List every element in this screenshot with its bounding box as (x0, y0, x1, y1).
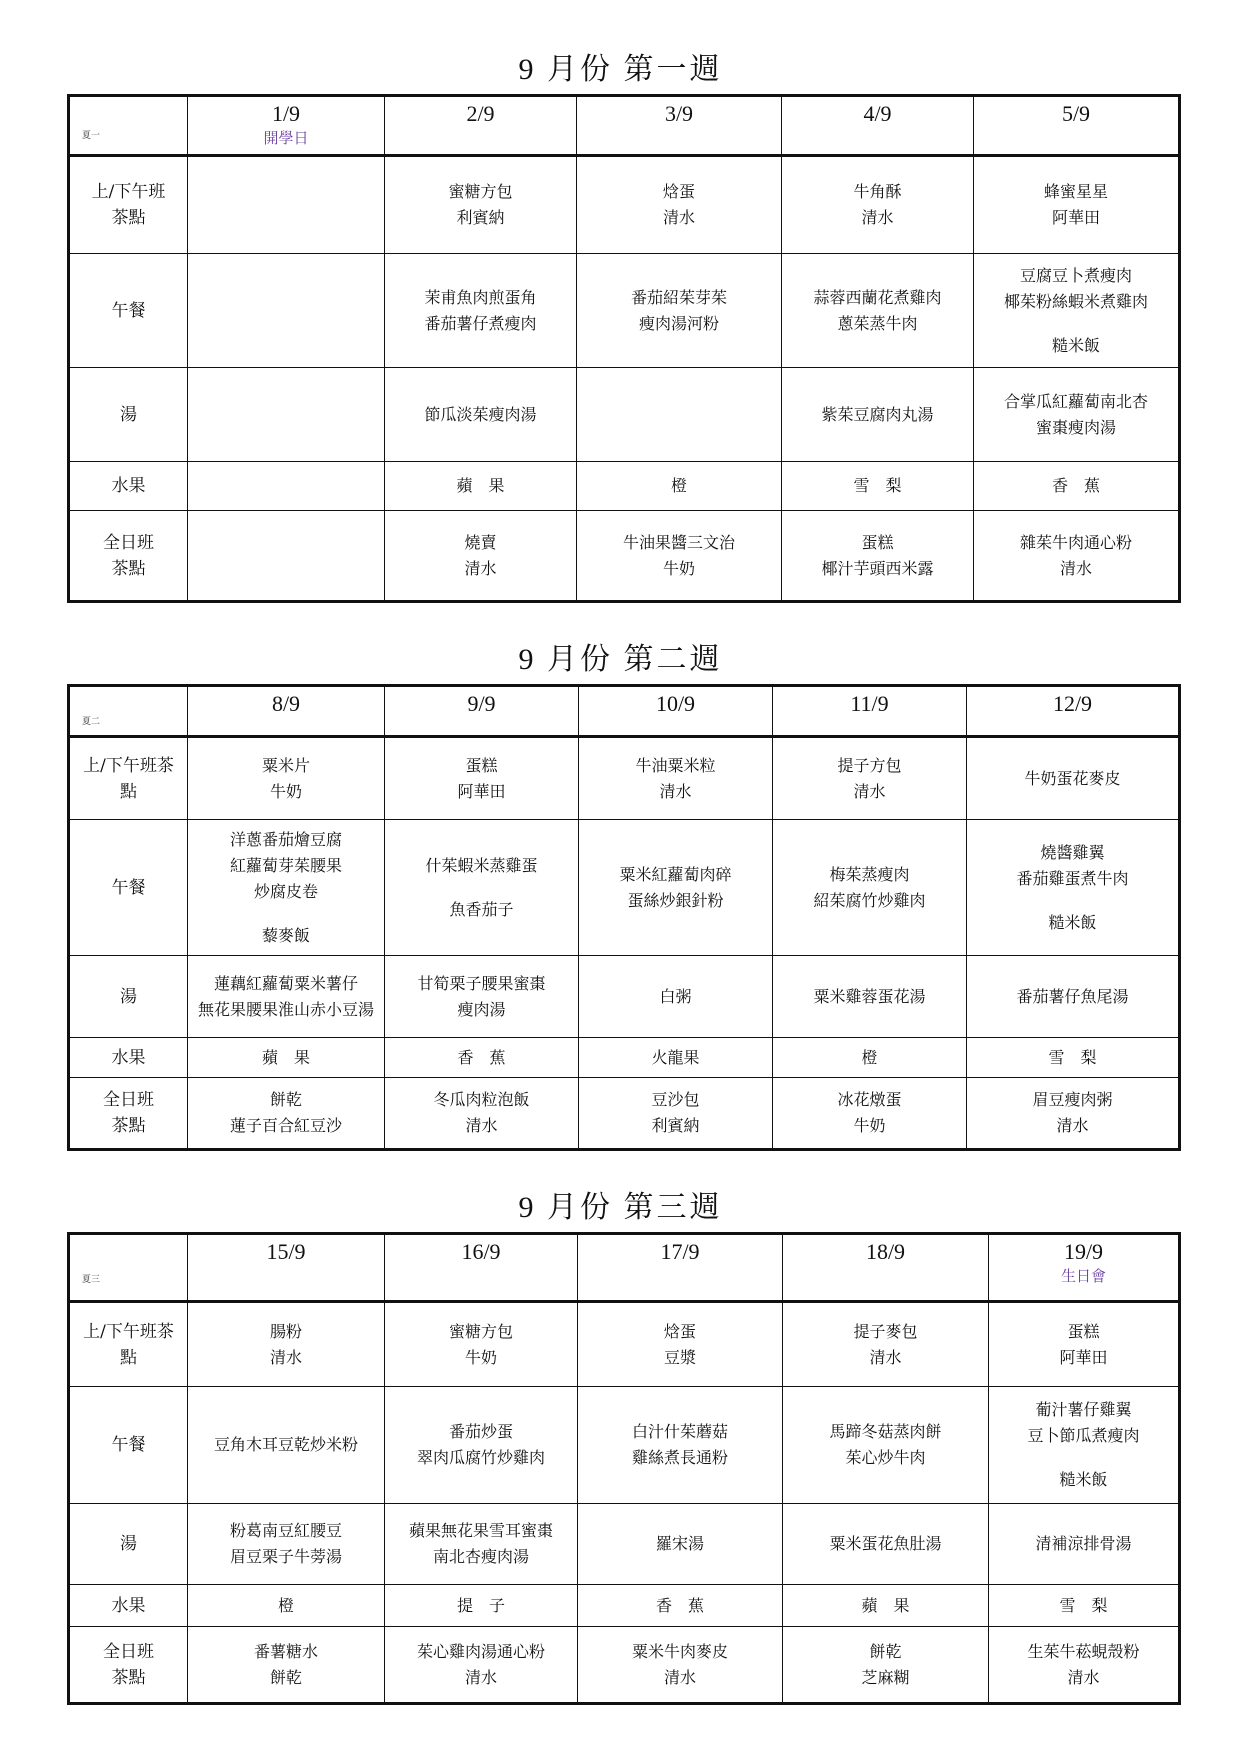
cell-text: 冰花燉蛋 (837, 1090, 902, 1109)
cell-text: 清水 (659, 781, 692, 801)
row-label (69, 511, 188, 602)
menu-cell (989, 1302, 1180, 1387)
date-cell: 15/9 (188, 1234, 385, 1302)
cell-text: 冬瓜肉粒泡飯 (433, 1090, 530, 1109)
cell-text: 芝麻糊 (861, 1667, 910, 1687)
cell-text: 清水 (269, 1347, 302, 1367)
soup-row (69, 956, 1180, 1038)
menu-cell (967, 956, 1180, 1038)
cell-text: 瘦肉湯 (457, 999, 506, 1019)
menu-cell (783, 1302, 989, 1387)
soup-row (69, 1504, 1180, 1585)
date-cell: 19/9 生日會 (989, 1234, 1180, 1302)
lunch-row (69, 254, 1180, 368)
menu-cell (967, 1038, 1180, 1078)
cell-text: 雪 梨 (853, 476, 902, 495)
cell-text: 湯 (120, 404, 137, 425)
week-code: 夏一 (69, 96, 188, 156)
cell-text: 清水 (861, 208, 894, 227)
cell-text: 豆沙包 (651, 1090, 700, 1109)
menu-cell (578, 1504, 783, 1585)
date-cell: 11/9 (773, 686, 967, 737)
cell-text: 午餐 (111, 1435, 146, 1455)
date-cell: 17/9 (578, 1234, 783, 1302)
menu-cell (773, 1078, 967, 1150)
menu-cell (989, 1387, 1180, 1504)
cell-text: 蘋 果 (861, 1595, 910, 1615)
cell-text: 糙米飯 (1048, 912, 1097, 932)
menu-cell (989, 1627, 1180, 1704)
menu-cell (188, 737, 385, 820)
menu-cell (385, 254, 577, 368)
cell-text: 香 蕉 (1051, 476, 1100, 495)
menu-cell (967, 737, 1180, 820)
menu-cell (783, 1627, 989, 1704)
menu-cell (385, 1627, 578, 1704)
cell-text: 蛋糕 (861, 532, 894, 552)
cell-text: 牛奶 (464, 1347, 497, 1367)
cell-text: 清水 (663, 1667, 696, 1687)
menu-cell (578, 1302, 783, 1387)
menu-cell (577, 462, 782, 511)
menu-cell (783, 1585, 989, 1627)
cell-text: 焓蛋 (663, 1321, 696, 1341)
cell-text: 甘筍栗子腰果蜜棗 (417, 973, 546, 993)
cell-text: 豆卜節瓜煮瘦肉 (1027, 1426, 1140, 1445)
menu-cell (385, 956, 579, 1038)
date-header-row (69, 96, 1180, 156)
half-day-snack-row (69, 156, 1180, 254)
cell-text: 蜜糖方包 (448, 1321, 513, 1341)
row-label (69, 1302, 188, 1387)
cell-text: 燒賣 (464, 532, 497, 552)
menu-cell (578, 1585, 783, 1627)
week-1-title: 9 月份 第一週 (518, 53, 723, 86)
cell-text: 清補涼排骨湯 (1035, 1534, 1132, 1553)
cell-text: 眉豆栗子牛蒡湯 (229, 1547, 342, 1566)
menu-cell (773, 956, 967, 1038)
cell-text: 雞絲煮長通粉 (631, 1448, 728, 1467)
date-header-row (69, 1234, 1180, 1302)
row-label (69, 1387, 188, 1504)
cell-text: 葡汁薯仔雞翼 (1035, 1400, 1132, 1419)
cell-text: 水果 (111, 1595, 146, 1616)
cell-text: 清水 (464, 1667, 497, 1687)
cell-text: 蛋糕 (465, 755, 498, 775)
cell-text: 清水 (464, 558, 497, 578)
week-code: 夏三 (69, 1234, 188, 1302)
menu-cell (773, 1038, 967, 1078)
cell-text: 香 蕉 (457, 1047, 506, 1067)
menu-cell (782, 156, 974, 254)
cell-text: 點 (120, 1347, 137, 1368)
cell-text: 香 蕉 (655, 1595, 704, 1615)
row-label (69, 1504, 188, 1585)
cell-text: 焓蛋 (662, 182, 695, 201)
cell-text: 湯 (120, 986, 137, 1007)
menu-cell (188, 956, 385, 1038)
cell-text: 粟米片 (261, 755, 310, 775)
soup-row (69, 368, 1180, 462)
date-cell: 10/9 (579, 686, 773, 737)
cell-text: 全日班 (103, 1641, 154, 1662)
fruit-row (69, 1038, 1180, 1078)
cell-text: 清水 (1056, 1116, 1089, 1135)
cell-text: 腸粉 (269, 1321, 302, 1341)
week-code: 夏二 (69, 686, 188, 737)
menu-cell (782, 368, 974, 462)
date-cell: 4/9 (782, 96, 974, 156)
cell-text: 椰茱粉絲蝦米煮雞肉 (1003, 291, 1148, 311)
cell-text: 粟米雞蓉蛋花湯 (813, 986, 926, 1006)
menu-cell (578, 1387, 783, 1504)
cell-text: 蒜蓉西蘭花煮雞肉 (813, 287, 942, 307)
menu-cell (773, 737, 967, 820)
cell-text: 瘦肉湯河粉 (638, 313, 719, 333)
line-gap (387, 879, 576, 897)
cell-text: 牛奶蛋花麥皮 (1024, 768, 1121, 788)
cell-text: 橙 (277, 1595, 294, 1615)
cell-text: 洋蔥番茄燴豆腐 (229, 829, 342, 849)
cell-text: 清水 (1059, 558, 1092, 578)
menu-cell (385, 737, 579, 820)
cell-text: 番茄薯仔煮瘦肉 (424, 313, 537, 333)
date-cell: 5/9 (974, 96, 1180, 156)
menu-cell (579, 1038, 773, 1078)
cell-text: 提 子 (456, 1595, 505, 1615)
cell-text: 清水 (662, 208, 695, 227)
menu-cell (577, 511, 782, 602)
cell-text: 蘋果無花果雪耳蜜棗 (408, 1521, 553, 1540)
cell-text: 清水 (869, 1347, 902, 1367)
line-gap (991, 1449, 1176, 1467)
cell-text: 番茄雞蛋煮牛肉 (1016, 868, 1129, 888)
menu-cell (974, 254, 1180, 368)
menu-cell (782, 511, 974, 602)
cell-text: 清水 (465, 1116, 498, 1135)
cell-text: 清水 (1067, 1667, 1100, 1687)
menu-cell (385, 156, 577, 254)
cell-text: 蔥茱蒸牛肉 (837, 313, 918, 333)
cell-text: 橙 (670, 476, 687, 495)
menu-cell (579, 956, 773, 1038)
menu-cell (577, 254, 782, 368)
cell-text: 全日班 (103, 532, 154, 553)
menu-cell (974, 462, 1180, 511)
cell-text: 蜜糖方包 (448, 182, 513, 201)
cell-text: 蜜棗瘦肉湯 (1035, 417, 1116, 437)
cell-text: 豆腐豆卜煮瘦肉 (1019, 265, 1132, 285)
cell-text: 蜂蜜星星 (1043, 182, 1108, 201)
cell-text: 粟米紅蘿蔔肉碎 (619, 864, 732, 884)
cell-text: 番薯糖水 (253, 1641, 318, 1661)
cell-text: 糙米飯 (1051, 335, 1100, 355)
full-day-snack-row (69, 511, 1180, 602)
lunch-row (69, 1387, 1180, 1504)
date-cell: 12/9 (967, 686, 1180, 737)
lunch-row (69, 820, 1180, 956)
menu-cell (188, 1387, 385, 1504)
row-label (69, 368, 188, 462)
cell-text: 茶點 (111, 208, 146, 228)
cell-text: 紹茱腐竹炒雞肉 (813, 890, 926, 910)
cell-text: 牛角酥 (853, 182, 902, 201)
menu-cell (579, 820, 773, 956)
menu-cell (385, 1387, 578, 1504)
menu-cell (578, 1627, 783, 1704)
cell-text: 豆漿 (663, 1347, 696, 1367)
menu-cell (782, 254, 974, 368)
cell-text: 翠肉瓜腐竹炒雞肉 (416, 1448, 545, 1467)
menu-cell (188, 156, 385, 254)
cell-text: 牛奶 (662, 558, 695, 578)
fruit-row (69, 462, 1180, 511)
date-header-row (69, 686, 1180, 737)
cell-text: 牛奶 (269, 781, 302, 801)
cell-text: 紫茱豆腐肉丸湯 (821, 404, 934, 424)
menu-cell (974, 511, 1180, 602)
cell-text: 全日班 (103, 1090, 154, 1110)
menu-cell (782, 462, 974, 511)
cell-text: 梅茱蒸瘦肉 (829, 864, 910, 884)
cell-text: 雜茱牛肉通心粉 (1019, 532, 1132, 552)
cell-text: 茶點 (111, 558, 146, 579)
menu-cell (967, 1078, 1180, 1150)
week-3-title: 9 月份 第三週 (518, 1191, 723, 1224)
cell-text: 豆角木耳豆乾炒米粉 (213, 1435, 358, 1454)
row-label (69, 1038, 188, 1078)
cell-text: 燒醬雞翼 (1040, 842, 1105, 862)
fruit-row (69, 1585, 1180, 1627)
line-gap (969, 892, 1176, 910)
week-2-menu-table (67, 684, 1181, 1151)
cell-text: 雪 梨 (1059, 1595, 1108, 1615)
menu-cell (188, 1627, 385, 1704)
row-label (69, 1078, 188, 1150)
menu-cell (188, 1038, 385, 1078)
cell-text: 蛋糕 (1067, 1321, 1100, 1341)
cell-text: 白粥 (659, 986, 692, 1006)
cell-text: 阿華田 (457, 781, 506, 801)
row-label (69, 956, 188, 1038)
cell-text: 提子方包 (837, 755, 902, 775)
cell-text: 阿華田 (1059, 1347, 1108, 1367)
menu-cell (188, 368, 385, 462)
cell-text: 火龍果 (651, 1047, 700, 1067)
menu-cell (385, 368, 577, 462)
cell-text: 牛油粟米粒 (635, 755, 716, 775)
cell-text: 茶點 (111, 1116, 146, 1136)
cell-text: 茱心炒牛肉 (845, 1448, 926, 1467)
cell-text: 眉豆瘦肉粥 (1032, 1090, 1113, 1109)
cell-text: 魚香茄子 (449, 899, 514, 919)
cell-text: 提子麥包 (853, 1321, 918, 1341)
cell-text: 利賓納 (651, 1116, 700, 1135)
cell-text: 午餐 (111, 877, 146, 898)
cell-text: 餅乾 (869, 1641, 902, 1661)
cell-text: 糙米飯 (1059, 1470, 1108, 1489)
menu-cell (579, 737, 773, 820)
menu-cell (974, 156, 1180, 254)
cell-text: 炒腐皮卷 (253, 881, 318, 901)
menu-cell (385, 1078, 579, 1150)
cell-text: 蛋絲炒銀針粉 (627, 890, 724, 910)
cell-text: 水果 (111, 1047, 146, 1068)
row-label (69, 820, 188, 956)
menu-cell (989, 1504, 1180, 1585)
menu-cell (577, 368, 782, 462)
row-label (69, 254, 188, 368)
menu-cell (385, 1302, 578, 1387)
date-note: 生日會 (1060, 1267, 1106, 1285)
date-cell: 2/9 (385, 96, 577, 156)
date-cell: 18/9 (783, 1234, 989, 1302)
menu-cell (385, 511, 577, 602)
menu-cell (974, 368, 1180, 462)
half-day-snack-row (69, 1302, 1180, 1387)
cell-text: 番茄薯仔魚尾湯 (1016, 986, 1129, 1006)
cell-text: 蓮子百合紅豆沙 (229, 1116, 342, 1135)
cell-text: 餅乾 (269, 1667, 302, 1687)
cell-text: 粉葛南豆紅腰豆 (229, 1521, 342, 1540)
cell-text: 羅宋湯 (655, 1534, 704, 1553)
menu-cell (385, 1038, 579, 1078)
cell-text: 蓮藕紅蘿蔔粟米薯仔 (213, 973, 358, 993)
cell-text: 紅蘿蔔芽茱腰果 (229, 855, 342, 875)
menu-cell (385, 820, 579, 956)
full-day-snack-row (69, 1627, 1180, 1704)
menu-cell (385, 462, 577, 511)
menu-cell (188, 254, 385, 368)
cell-text: 上/下午班 (91, 182, 166, 202)
menu-cell (188, 511, 385, 602)
menu-cell (579, 1078, 773, 1150)
row-label (69, 1627, 188, 1704)
date-cell: 8/9 (188, 686, 385, 737)
cell-text: 茶點 (111, 1667, 146, 1688)
menu-cell (188, 1302, 385, 1387)
cell-text: 蘋 果 (456, 476, 505, 495)
half-day-snack-row (69, 737, 1180, 820)
cell-text: 生茱牛菘蜆殼粉 (1027, 1641, 1140, 1661)
cell-text: 蘋 果 (261, 1047, 310, 1067)
week-3-menu-table (67, 1232, 1181, 1705)
cell-text: 阿華田 (1051, 208, 1100, 227)
date-cell: 16/9 (385, 1234, 578, 1302)
week-1-menu-table (67, 94, 1181, 603)
cell-text: 茉甫魚肉煎蛋角 (424, 287, 537, 307)
menu-cell (188, 1504, 385, 1585)
cell-text: 雪 梨 (1048, 1047, 1097, 1067)
cell-text: 牛奶 (853, 1116, 886, 1135)
menu-cell (188, 820, 385, 956)
cell-text: 椰汁芋頭西米露 (821, 558, 934, 578)
row-label (69, 462, 188, 511)
cell-text: 上/下午班茶 (83, 755, 174, 776)
full-day-snack-row (69, 1078, 1180, 1150)
cell-text: 馬蹄冬菇蒸肉餅 (829, 1422, 942, 1441)
menu-cell (967, 820, 1180, 956)
cell-text: 番茄紹茱芽茱 (630, 287, 727, 307)
cell-text: 湯 (120, 1534, 137, 1554)
cell-text: 什茱蝦米蒸雞蛋 (425, 855, 538, 875)
menu-cell (385, 1504, 578, 1585)
cell-text: 清水 (853, 781, 886, 801)
date-cell: 3/9 (577, 96, 782, 156)
row-label (69, 1585, 188, 1627)
cell-text: 無花果腰果淮山赤小豆湯 (197, 999, 374, 1019)
cell-text: 餅乾 (269, 1090, 302, 1109)
cell-text: 午餐 (111, 300, 146, 321)
cell-text: 節瓜淡茱瘦肉湯 (424, 404, 537, 424)
menu-cell (188, 1585, 385, 1627)
row-label (69, 156, 188, 254)
menu-cell (989, 1585, 1180, 1627)
cell-text: 番茄炒蛋 (448, 1422, 513, 1441)
menu-cell (783, 1504, 989, 1585)
cell-text: 水果 (111, 476, 146, 496)
menu-cell (188, 462, 385, 511)
menu-cell (577, 156, 782, 254)
cell-text: 茱心雞肉湯通心粉 (416, 1641, 545, 1661)
menu-cell (783, 1387, 989, 1504)
cell-text: 點 (120, 781, 137, 802)
cell-text: 牛油果醬三文治 (622, 532, 735, 552)
week-2-title: 9 月份 第二週 (518, 643, 723, 676)
cell-text: 藜麥飯 (261, 925, 310, 945)
date-note: 開學日 (263, 129, 309, 147)
line-gap (976, 315, 1176, 333)
menu-cell (773, 820, 967, 956)
cell-text: 白汁什茱蘑菇 (631, 1422, 728, 1441)
date-cell: 1/9 開學日 (188, 96, 385, 156)
cell-text: 合掌瓜紅蘿蔔南北杏 (1003, 391, 1148, 411)
row-label (69, 737, 188, 820)
cell-text: 南北杏瘦肉湯 (432, 1547, 529, 1566)
menu-cell (188, 1078, 385, 1150)
cell-text: 粟米蛋花魚肚湯 (829, 1534, 942, 1553)
date-cell: 9/9 (385, 686, 579, 737)
cell-text: 橙 (861, 1047, 878, 1067)
line-gap (190, 905, 382, 923)
cell-text: 上/下午班茶 (83, 1321, 174, 1342)
cell-text: 粟米牛肉麥皮 (631, 1641, 728, 1661)
menu-cell (385, 1585, 578, 1627)
cell-text: 利賓納 (456, 208, 505, 227)
